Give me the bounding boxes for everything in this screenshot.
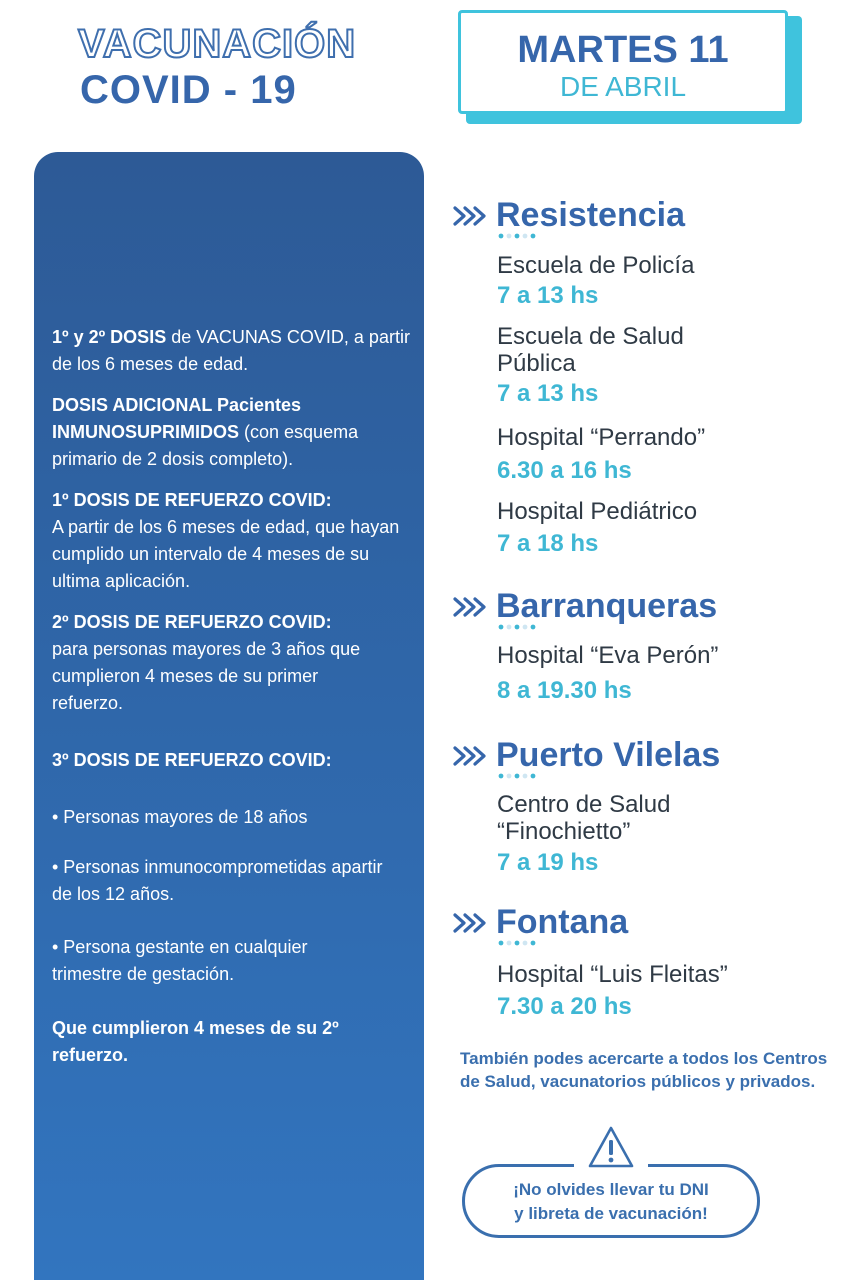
dots-decoration <box>498 624 538 630</box>
date-main: MARTES 11 <box>517 29 729 71</box>
info-first-booster-title <box>52 487 417 514</box>
double-chevron-icon <box>452 205 492 227</box>
hours-escuela-policia: 7 a 13 hs <box>497 282 599 309</box>
hours-hospital-eva-peron: 8 a 19.30 hs <box>497 677 632 704</box>
hours-centro-salud-finochietto: 7 a 19 hs <box>497 849 599 876</box>
double-chevron-icon <box>452 745 492 767</box>
place-escuela-salud-line1: Escuela de Salud <box>497 323 684 350</box>
double-chevron-icon <box>452 596 492 618</box>
city-name: Fontana <box>496 903 629 941</box>
hours-hospital-perrando: 6.30 a 16 hs <box>497 457 632 484</box>
info-additional-dose <box>52 392 417 473</box>
place-centro-salud-line1: Centro de Salud <box>497 791 671 818</box>
dni-reminder-text <box>462 1178 760 1226</box>
info-panel-text <box>52 324 417 1069</box>
double-chevron-icon <box>452 912 492 934</box>
hours-hospital-pediatrico: 7 a 18 hs <box>497 530 599 557</box>
info-first-second-dose <box>52 324 417 378</box>
title-vacunacion: VACUNACIÓN <box>78 22 357 66</box>
info-bold: 1º y 2º DOSIS <box>52 327 167 347</box>
place-hospital-luis-fleitas: Hospital “Luis Fleitas” <box>497 961 728 988</box>
info-bullet-adults: • Personas mayores de 18 años <box>52 807 308 827</box>
info-third-booster-title <box>52 747 417 774</box>
date-box <box>458 10 788 114</box>
info-closing <box>52 1015 402 1069</box>
dots-decoration <box>498 773 538 779</box>
dni-reminder-line2: y libreta de vacunación! <box>514 1204 708 1223</box>
info-second-booster-title <box>52 609 417 636</box>
info-bold: Que cumplieron 4 meses de su 2º refuerzo. <box>52 1018 339 1065</box>
city-name: Resistencia <box>496 196 685 234</box>
hours-hospital-luis-fleitas: 7.30 a 20 hs <box>497 993 632 1020</box>
place-escuela-policia: Escuela de Policía <box>497 252 695 279</box>
warning-icon <box>586 1124 636 1170</box>
info-bold: 2º DOSIS DE REFUERZO COVID: <box>52 612 332 632</box>
title-covid: COVID - 19 <box>80 68 297 112</box>
place-hospital-perrando: Hospital “Perrando” <box>497 424 706 451</box>
city-name: Barranqueras <box>496 587 718 625</box>
info-bold: DOSIS ADICIONAL Pacientes INMUNOSUPRIMIDOS <box>52 395 302 442</box>
info-bullet-pregnant: • Persona gestante en cualquier trimestre de gestación. <box>52 937 308 984</box>
info-text: de VACUNAS COVID, a partir de los 6 meses de edad. <box>52 327 410 374</box>
info-bullet-immunocompromised: • Personas inmunocomprometidas apartir de los 12 años. <box>52 857 383 904</box>
info-text: (con esquema primario de 2 dosis completo). <box>52 422 359 469</box>
place-centro-salud-line2: “Finochietto” <box>497 818 631 845</box>
info-second-booster-text: para personas mayores de 3 años que cumplieron 4 meses de su primer refuerzo. <box>52 639 361 713</box>
dni-reminder-line1: ¡No olvides llevar tu DNI <box>513 1180 709 1199</box>
health-centers-note: También podes acercarte a todos los Centros de Salud, vacunatorios públicos y privados. <box>460 1049 828 1091</box>
info-first-booster-text: A partir de los 6 meses de edad, que hayan cumplido un intervalo de 4 meses de su ultima aplicación. <box>52 517 400 591</box>
dots-decoration <box>498 940 538 946</box>
place-hospital-eva-peron: Hospital “Eva Perón” <box>497 642 719 669</box>
info-bold: 3º DOSIS DE REFUERZO COVID: <box>52 750 332 770</box>
date-sub: DE ABRIL <box>559 71 687 102</box>
city-name: Puerto Vilelas <box>496 736 721 774</box>
info-bold: 1º DOSIS DE REFUERZO COVID: <box>52 490 332 510</box>
hours-escuela-salud: 7 a 13 hs <box>497 380 599 407</box>
dots-decoration <box>498 233 538 239</box>
place-escuela-salud-line2: Pública <box>497 350 576 377</box>
place-hospital-pediatrico: Hospital Pediátrico <box>497 498 698 525</box>
